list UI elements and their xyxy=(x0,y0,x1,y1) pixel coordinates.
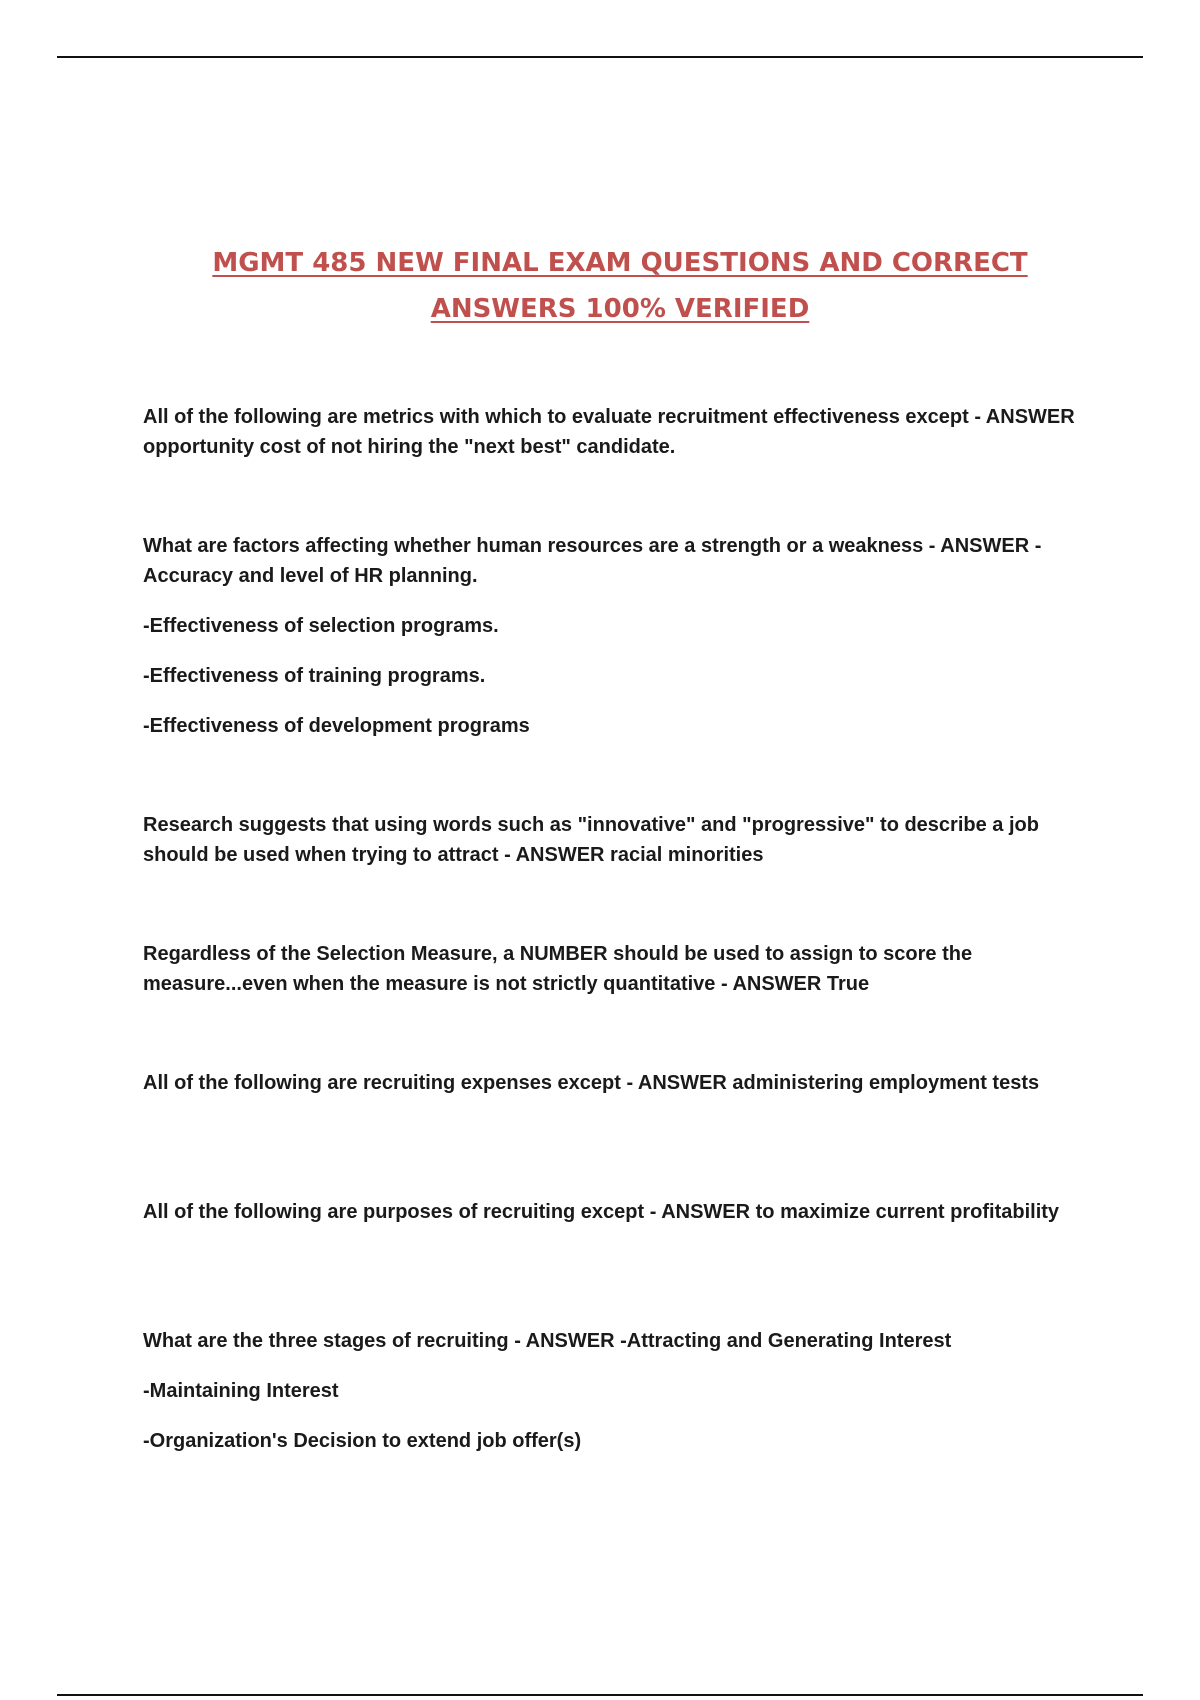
qa-item-1 xyxy=(143,402,1103,462)
title-line-1: MGMT 485 NEW FINAL EXAM QUESTIONS AND CORRECT xyxy=(212,248,1028,278)
qa-question-1: All of the following are metrics with which to evaluate recruitment effectiveness except - ANSWER opportunity cost of not hiring the "next best" candidate. xyxy=(143,406,1075,458)
qa-item-3 xyxy=(143,810,1103,870)
qa-item-2 xyxy=(143,531,1103,741)
qa-item-2-sub-3: -Effectiveness of development programs xyxy=(143,715,530,737)
document-title xyxy=(130,240,1110,332)
qa-item-5 xyxy=(143,1068,1103,1098)
qa-question-7: What are the three stages of recruiting - ANSWER -Attracting and Generating Interest xyxy=(143,1330,952,1352)
qa-item-6 xyxy=(143,1197,1103,1227)
qa-question-5: All of the following are recruiting expenses except - ANSWER administering employment tests xyxy=(143,1072,1040,1094)
qa-item-2-sub-1: -Effectiveness of selection programs. xyxy=(143,615,499,637)
qa-question-2: What are factors affecting whether human resources are a strength or a weakness - ANSWER -Accuracy and level of HR planning. xyxy=(143,535,1042,587)
qa-question-4: Regardless of the Selection Measure, a NUMBER should be used to assign to score the measure...even when the measure is not strictly quantitative - ANSWER True xyxy=(143,943,973,995)
qa-question-3: Research suggests that using words such as "innovative" and "progressive" to describe a job should be used when trying to attract - ANSWER racial minorities xyxy=(143,814,1039,866)
qa-item-7-sub-1: -Maintaining Interest xyxy=(143,1380,339,1402)
top-rule xyxy=(57,56,1143,58)
qa-item-7 xyxy=(143,1326,1103,1456)
title-line-2: ANSWERS 100% VERIFIED xyxy=(430,294,810,324)
qa-item-7-sub-2: -Organization's Decision to extend job offer(s) xyxy=(143,1430,582,1452)
qa-item-4 xyxy=(143,939,1103,999)
bottom-rule xyxy=(57,1694,1143,1696)
qa-question-6: All of the following are purposes of recruiting except - ANSWER to maximize current profitability xyxy=(143,1201,1060,1223)
qa-item-2-sub-2: -Effectiveness of training programs. xyxy=(143,665,486,687)
